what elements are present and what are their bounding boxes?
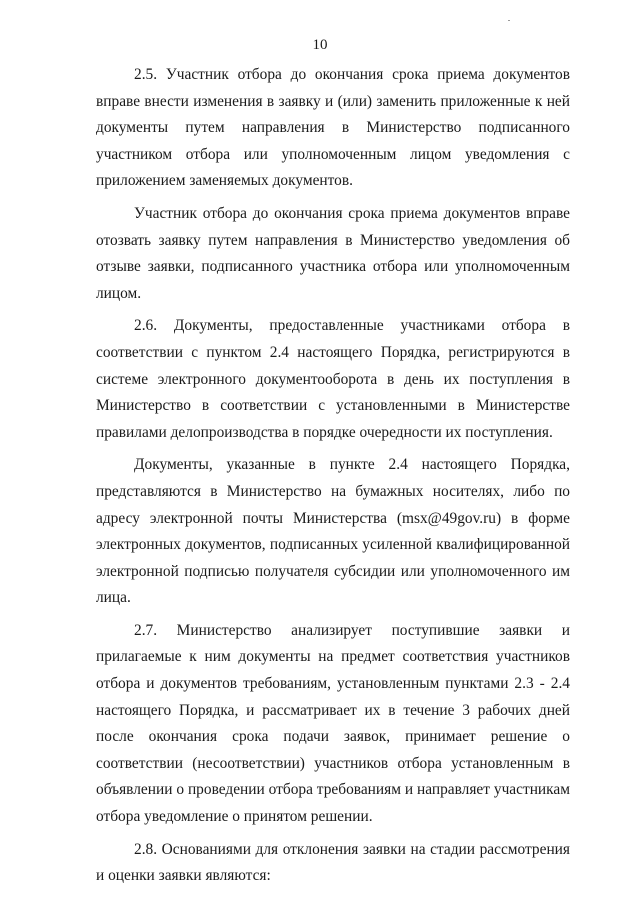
- paragraph-2-8: 2.8. Основаниями для отклонения заявки на стадии рассмотрения и оценки заявки являются:: [96, 840, 570, 885]
- paragraph-withdraw-application: Участник отбора до окончания срока приема документов вправе отозвать заявку путем направления в Министерство уведомления об отзыве заявки, подписанного участника отбора или уполномоченным лицом.: [96, 204, 570, 302]
- page-number: 10: [312, 37, 328, 53]
- paragraph-2-5: 2.5. Участник отбора до окончания срока приема документов вправе внести изменения в заявку и (или) заменить приложенные к ней документы путем направления в Министерство подписанного участником отбора или уполномоченным лицом уведомления с приложением заменяемых документов.: [96, 66, 570, 190]
- paragraph-documents-submission: Документы, указанные в пункте 2.4 настоящего Порядка, представляются в Министерство на бумажных носителях, либо по адресу электронной почты Министерства (msx@49gov.ru) в форме электронных документов, подписанных усиленной квалифицированной электронной подписью получателя субсидии или уполномоченного им лица.: [96, 456, 570, 607]
- paragraph-2-6: 2.6. Документы, предоставленные участниками отбора в соответствии с пунктом 2.4 настоящего Порядка, регистрируются в системе электронного документооборота в день их поступления в Министерство в соответствии с установленными в Министерстве правилами делопроизводства в порядке очередности их поступления.: [96, 317, 570, 441]
- scan-speck: [508, 20, 510, 21]
- paragraph-2-7: 2.7. Министерство анализирует поступившие заявки и прилагаемые к ним документы на предмет соответствия участников отбора и документов требованиям, установленным пунктами 2.3 - 2.4 настоящего Порядка, и рассматривает их в течение 3 рабочих дней после окончания срока подачи заявок, принимает решение о соответствии (несоответствии) участников отбора установленным в объявлении о проведении отбора требованиям и направляет участникам отбора уведомление о принятом решении.: [96, 621, 570, 826]
- document-body: [96, 62, 570, 890]
